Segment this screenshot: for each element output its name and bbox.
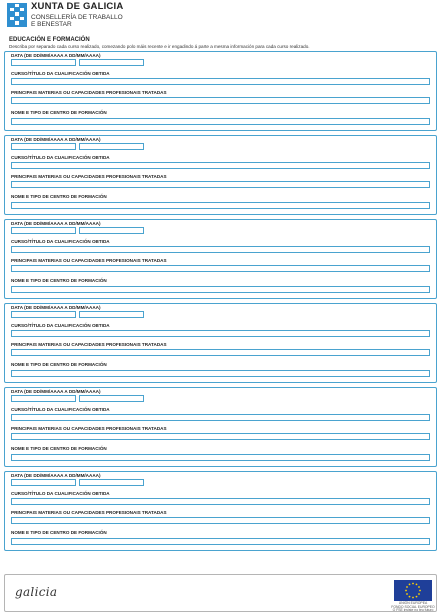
subjects-input[interactable] xyxy=(11,265,430,272)
subjects-label: PRINCIPAIS MATERIAS OU CAPACIDADES PROFESIONAIS TRATADAS xyxy=(11,90,167,95)
date-label: DATA (DE DD/MM/AAAA A DD/MM/AAAA) xyxy=(11,221,101,226)
section-title: EDUCACIÓN E FORMACIÓN xyxy=(9,37,90,43)
date-from-input[interactable] xyxy=(11,227,76,234)
centre-label: NOME E TIPO DE CENTRO DE FORMACIÓN xyxy=(11,530,107,535)
date-to-input[interactable] xyxy=(79,227,144,234)
course-input[interactable] xyxy=(11,162,430,169)
centre-input[interactable] xyxy=(11,118,430,125)
date-from-input[interactable] xyxy=(11,59,76,66)
eu-caption-line-1: UNIÓN EUROPEA xyxy=(398,601,428,605)
date-from-input[interactable] xyxy=(11,479,76,486)
subjects-input[interactable] xyxy=(11,349,430,356)
date-to-input[interactable] xyxy=(79,479,144,486)
centre-input[interactable] xyxy=(11,454,430,461)
centre-input[interactable] xyxy=(11,370,430,377)
date-to-input[interactable] xyxy=(79,395,144,402)
section-instructions: Describa por separado cada curso realizado, comezando polo máis recente e ir engadindo á parte a mesma información para cada curso realizado. xyxy=(9,44,310,49)
education-entries xyxy=(4,51,437,555)
centre-label: NOME E TIPO DE CENTRO DE FORMACIÓN xyxy=(11,194,107,199)
date-to-input[interactable] xyxy=(79,143,144,150)
date-from-input[interactable] xyxy=(11,311,76,318)
centre-label: NOME E TIPO DE CENTRO DE FORMACIÓN xyxy=(11,278,107,283)
course-input[interactable] xyxy=(11,414,430,421)
course-label: CURSO/TÍTULO DA CUALIFICACIÓN OBTIDA xyxy=(11,323,110,328)
subjects-label: PRINCIPAIS MATERIAS OU CAPACIDADES PROFESIONAIS TRATADAS xyxy=(11,258,167,263)
date-label: DATA (DE DD/MM/AAAA A DD/MM/AAAA) xyxy=(11,473,101,478)
centre-label: NOME E TIPO DE CENTRO DE FORMACIÓN xyxy=(11,362,107,367)
course-input[interactable] xyxy=(11,498,430,505)
course-label: CURSO/TÍTULO DA CUALIFICACIÓN OBTIDA xyxy=(11,239,110,244)
course-input[interactable] xyxy=(11,246,430,253)
eu-flag-icon xyxy=(394,580,432,601)
eu-caption-line-2: FONDO SOCIAL EUROPEO xyxy=(391,604,435,609)
subjects-label: PRINCIPAIS MATERIAS OU CAPACIDADES PROFESIONAIS TRATADAS xyxy=(11,510,167,515)
date-label: DATA (DE DD/MM/AAAA A DD/MM/AAAA) xyxy=(11,305,101,310)
dept-line-2: E BENESTAR xyxy=(31,20,72,28)
education-entry xyxy=(4,303,437,383)
xunta-shield-icon xyxy=(7,3,27,27)
eu-caption xyxy=(389,602,437,613)
centre-input[interactable] xyxy=(11,538,430,545)
date-to-input[interactable] xyxy=(79,59,144,66)
page-footer xyxy=(4,574,437,612)
date-from-input[interactable] xyxy=(11,143,76,150)
course-label: CURSO/TÍTULO DA CUALIFICACIÓN OBTIDA xyxy=(11,491,110,496)
course-input[interactable] xyxy=(11,330,430,337)
education-entry xyxy=(4,471,437,551)
education-entry xyxy=(4,219,437,299)
course-label: CURSO/TÍTULO DA CUALIFICACIÓN OBTIDA xyxy=(11,71,110,76)
org-name: XUNTA DE GALICIA xyxy=(31,1,124,12)
centre-input[interactable] xyxy=(11,202,430,209)
subjects-input[interactable] xyxy=(11,433,430,440)
subjects-label: PRINCIPAIS MATERIAS OU CAPACIDADES PROFESIONAIS TRATADAS xyxy=(11,342,167,347)
subjects-label: PRINCIPAIS MATERIAS OU CAPACIDADES PROFESIONAIS TRATADAS xyxy=(11,174,167,179)
dept-line-1: CONSELLERÍA DE TRABALLO xyxy=(31,13,123,21)
eu-caption-line-3: O FSE inviste no teu futuro xyxy=(392,608,434,613)
course-label: CURSO/TÍTULO DA CUALIFICACIÓN OBTIDA xyxy=(11,407,110,412)
subjects-input[interactable] xyxy=(11,97,430,104)
galicia-logo: galicia xyxy=(15,585,58,599)
date-label: DATA (DE DD/MM/AAAA A DD/MM/AAAA) xyxy=(11,137,101,142)
course-label: CURSO/TÍTULO DA CUALIFICACIÓN OBTIDA xyxy=(11,155,110,160)
organization-header xyxy=(31,2,123,28)
date-to-input[interactable] xyxy=(79,311,144,318)
education-entry xyxy=(4,387,437,467)
centre-label: NOME E TIPO DE CENTRO DE FORMACIÓN xyxy=(11,446,107,451)
date-from-input[interactable] xyxy=(11,395,76,402)
date-label: DATA (DE DD/MM/AAAA A DD/MM/AAAA) xyxy=(11,53,101,58)
education-entry xyxy=(4,51,437,131)
course-input[interactable] xyxy=(11,78,430,85)
centre-label: NOME E TIPO DE CENTRO DE FORMACIÓN xyxy=(11,110,107,115)
centre-input[interactable] xyxy=(11,286,430,293)
subjects-input[interactable] xyxy=(11,517,430,524)
education-entry xyxy=(4,135,437,215)
subjects-label: PRINCIPAIS MATERIAS OU CAPACIDADES PROFESIONAIS TRATADAS xyxy=(11,426,167,431)
subjects-input[interactable] xyxy=(11,181,430,188)
date-label: DATA (DE DD/MM/AAAA A DD/MM/AAAA) xyxy=(11,389,101,394)
